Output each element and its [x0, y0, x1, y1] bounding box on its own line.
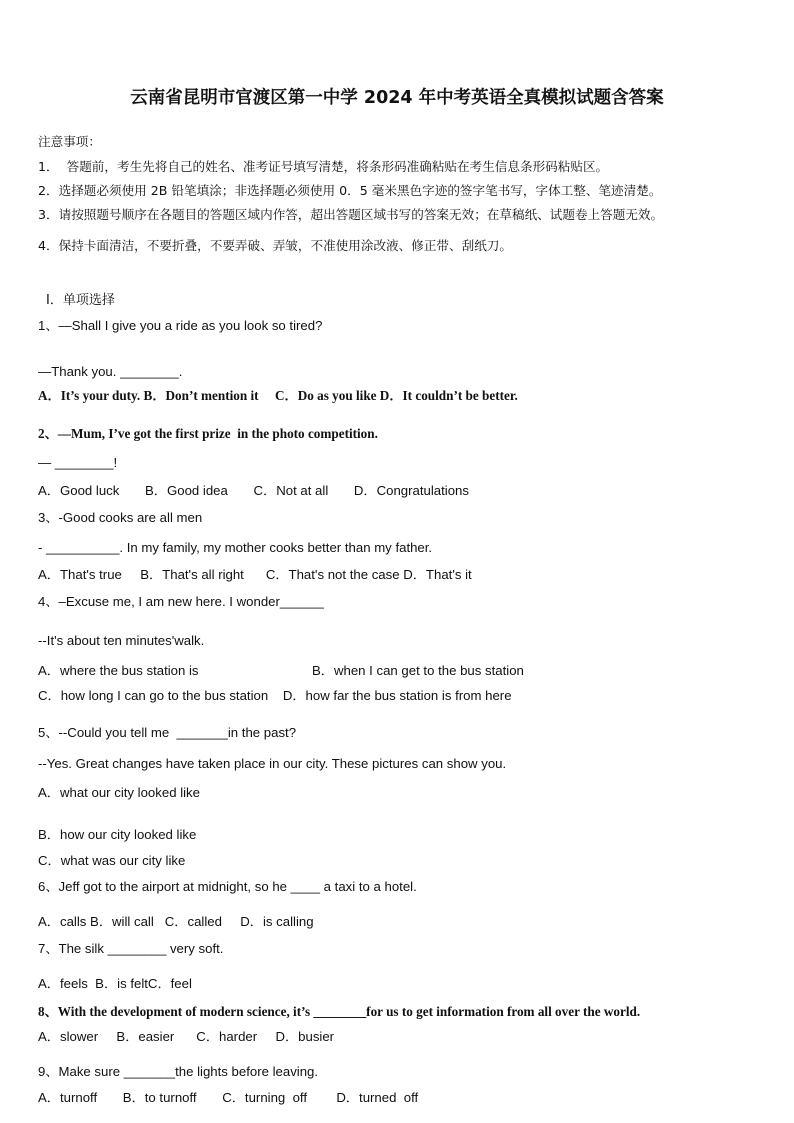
option-c: C．what was our city like	[38, 853, 186, 868]
option-a: A．what our city looked like	[38, 785, 200, 800]
question-stem: 5、--Could you tell me _______in the past?	[38, 725, 297, 740]
question-options: A．turnoff B．to turnoff C．turning off D．turned off	[38, 1090, 419, 1105]
section-heading: Ⅰ．单项选择	[46, 292, 115, 307]
question-stem: 2、—Mum, I’ve got the first prize in the photo competition.	[38, 426, 378, 441]
question-options: A．Good luck B．Good idea C．Not at all D．Congratulations	[38, 483, 469, 498]
question-stem: 6、Jeff got to the airport at midnight, so he ____ a taxi to a hotel.	[38, 879, 417, 894]
question-stem: 4、–Excuse me, I am new here. I wonder______	[38, 594, 324, 609]
option-a: A．where the bus station is	[38, 663, 199, 678]
option-b: B．how our city looked like	[38, 827, 197, 842]
notice-item: 1． 答题前，考生先将自己的姓名、准考证号填写清楚，将条形码准确粘贴在考生信息条形码粘贴区。	[38, 159, 609, 174]
question-line: - __________. In my family, my mother cooks better than my father.	[38, 540, 433, 555]
question-options: A．It’s your duty. B．Don’t mention it C．Do as you like D．It couldn’t be better.	[38, 388, 518, 403]
notice-item: 2．选择题必须使用 2B 铅笔填涂；非选择题必须使用 0．5 毫米黑色字迹的签字笔书写，字体工整、笔迹清楚。	[38, 183, 662, 198]
question-stem: 7、The silk ________ very soft.	[38, 941, 224, 956]
question-line: — ________!	[38, 455, 118, 470]
option-b: B．when I can get to the bus station	[312, 663, 524, 678]
notice-heading: 注意事项：	[38, 134, 101, 149]
question-line: --It's about ten minutes'walk.	[38, 633, 205, 648]
question-stem: 3、-Good cooks are all men	[38, 510, 203, 525]
question-options: A．calls B．will call C．called D．is calling	[38, 914, 314, 929]
question-options: C．how long I can go to the bus station D．how far the bus station is from here	[38, 688, 512, 703]
notice-item: 3．请按照题号顺序在各题目的答题区域内作答，超出答题区域书写的答案无效；在草稿纸、试题卷上答题无效。	[38, 207, 664, 222]
notice-item: 4．保持卡面清洁，不要折叠，不要弄破、弄皱，不准使用涂改液、修正带、刮纸刀。	[38, 238, 512, 253]
page-title: 云南省昆明市官渡区第一中学 2024 年中考英语全真模拟试题含答案	[130, 88, 664, 108]
question-options: A．feels B．is feltC．feel	[38, 976, 192, 991]
question-stem: 9、Make sure _______the lights before leaving.	[38, 1064, 319, 1079]
question-line: —Thank you. ________.	[38, 364, 183, 379]
question-line: --Yes. Great changes have taken place in our city. These pictures can show you.	[38, 756, 507, 771]
question-options: A．That's true B．That's all right C．That's not the case D．That's it	[38, 567, 472, 582]
question-options: A．slower B．easier C．harder D．busier	[38, 1029, 335, 1044]
question-stem: 8、With the development of modern science, it’s ________for us to get information from all over the world.	[38, 1004, 641, 1019]
question-stem: 1、—Shall I give you a ride as you look so tired?	[38, 318, 323, 333]
